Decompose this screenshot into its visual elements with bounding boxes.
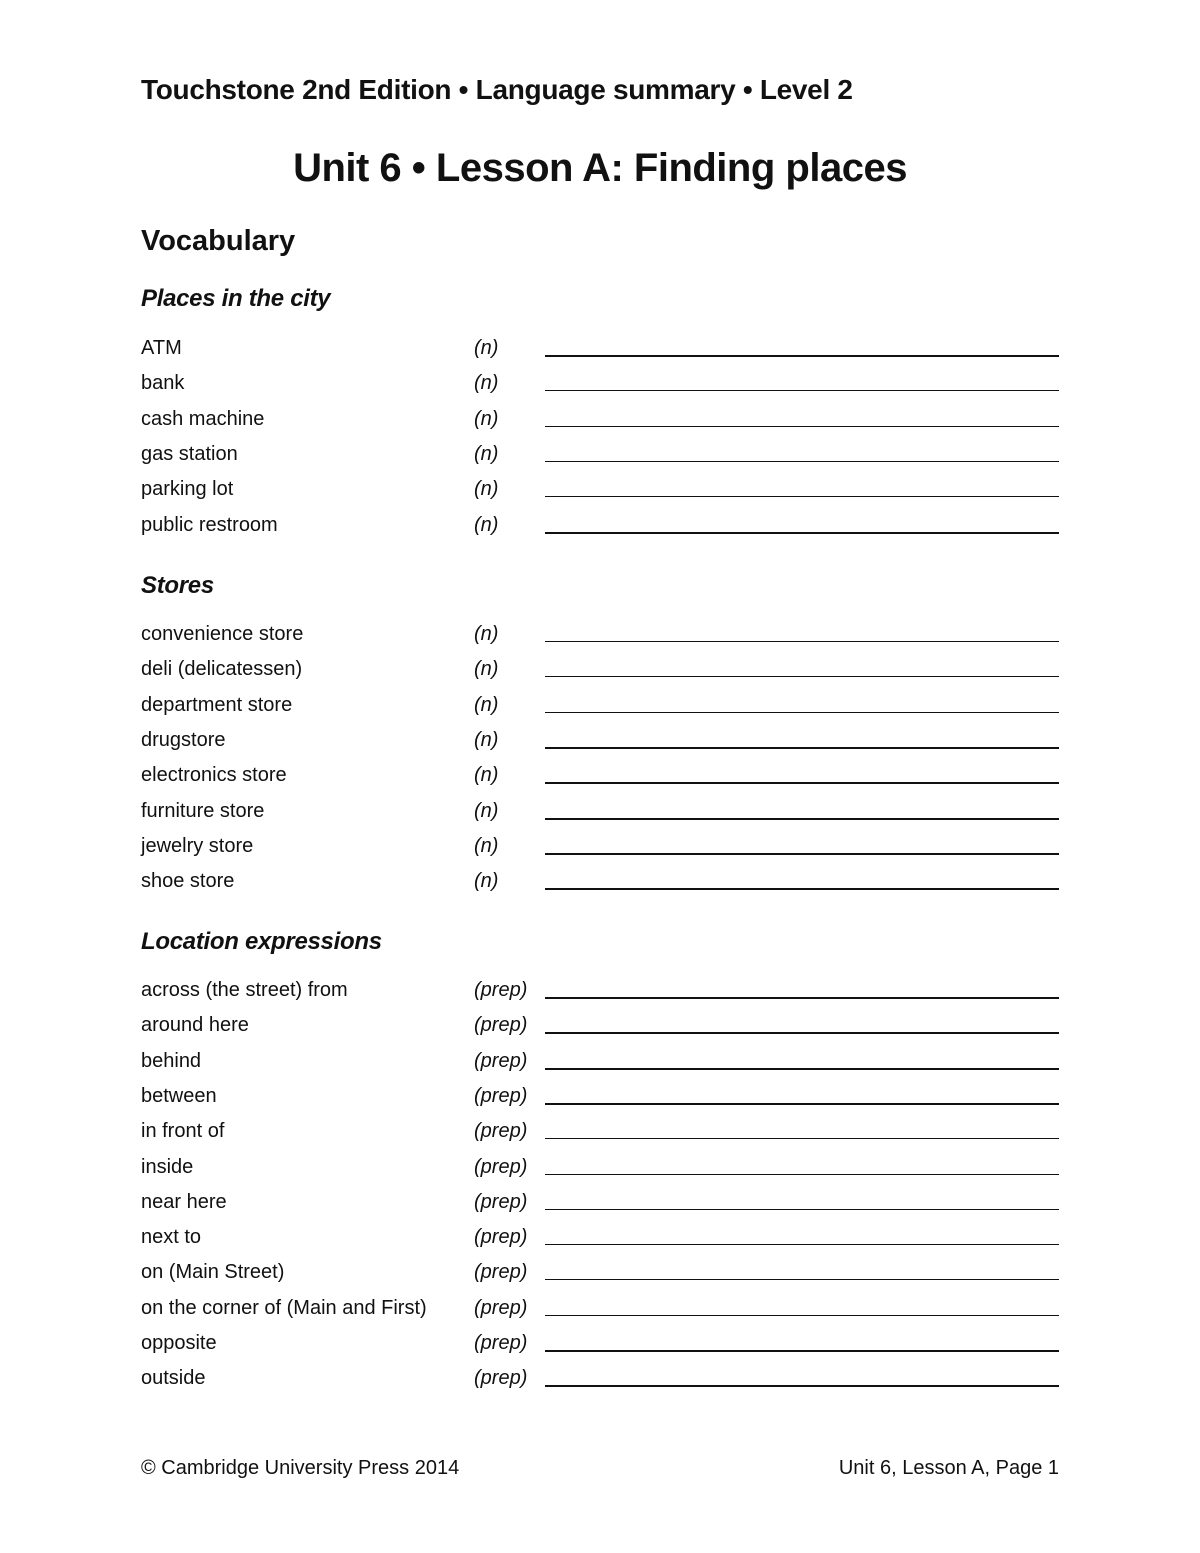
vocab-row bbox=[0, 477, 1200, 512]
part-of-speech: (prep) bbox=[474, 979, 528, 1001]
vocab-row bbox=[0, 513, 1200, 548]
vocab-term: between bbox=[141, 1084, 217, 1107]
vocab-term: jewelry store bbox=[141, 834, 254, 857]
vocab-term: shoe store bbox=[141, 870, 235, 893]
part-of-speech: (n) bbox=[474, 513, 499, 536]
subsection-heading: Location expressions bbox=[141, 928, 382, 955]
part-of-speech: (prep) bbox=[474, 1155, 528, 1178]
vocab-row bbox=[0, 336, 1200, 371]
answer-line[interactable] bbox=[545, 1244, 1059, 1245]
answer-line[interactable] bbox=[545, 712, 1059, 713]
vocab-row bbox=[0, 371, 1200, 406]
vocab-term: inside bbox=[141, 1155, 194, 1178]
part-of-speech: (prep) bbox=[474, 1084, 528, 1107]
vocab-term: in front of bbox=[141, 1120, 225, 1143]
vocab-term: public restroom bbox=[141, 513, 278, 536]
part-of-speech: (prep) bbox=[474, 1367, 528, 1390]
vocab-row bbox=[0, 1296, 1200, 1331]
vocab-term: drugstore bbox=[141, 728, 226, 751]
answer-line[interactable] bbox=[545, 1315, 1059, 1316]
part-of-speech: (prep) bbox=[474, 1332, 528, 1354]
vocab-row bbox=[0, 657, 1200, 692]
vocab-term: deli (delicatessen) bbox=[141, 658, 303, 681]
vocab-row bbox=[0, 693, 1200, 728]
vocab-term: opposite bbox=[141, 1332, 217, 1354]
answer-line[interactable] bbox=[545, 1279, 1059, 1280]
answer-line[interactable] bbox=[545, 496, 1059, 497]
vocab-term: ATM bbox=[141, 337, 182, 359]
answer-line[interactable] bbox=[545, 888, 1059, 890]
footer-page-reference: Unit 6, Lesson A, Page 1 bbox=[838, 1457, 1059, 1479]
vocab-term: around here bbox=[141, 1014, 249, 1037]
answer-line[interactable] bbox=[545, 853, 1059, 855]
vocab-term: on (Main Street) bbox=[141, 1261, 285, 1284]
answer-line[interactable] bbox=[545, 641, 1059, 642]
part-of-speech: (prep) bbox=[474, 1226, 528, 1249]
vocab-term: bank bbox=[141, 372, 185, 395]
footer-copyright: © Cambridge University Press 2014 bbox=[141, 1457, 460, 1479]
vocab-row bbox=[0, 442, 1200, 477]
vocab-term: convenience store bbox=[141, 623, 304, 645]
part-of-speech: (n) bbox=[474, 372, 499, 395]
vocab-row bbox=[0, 1013, 1200, 1048]
vocab-row bbox=[0, 834, 1200, 869]
vocab-row bbox=[0, 799, 1200, 834]
answer-line[interactable] bbox=[545, 1350, 1059, 1352]
part-of-speech: (n) bbox=[474, 799, 499, 822]
part-of-speech: (n) bbox=[474, 407, 499, 430]
vocab-row bbox=[0, 978, 1200, 1013]
part-of-speech: (n) bbox=[474, 764, 499, 787]
vocab-row bbox=[0, 1225, 1200, 1260]
answer-line[interactable] bbox=[545, 747, 1059, 749]
subsection-heading: Places in the city bbox=[141, 285, 331, 312]
answer-line[interactable] bbox=[545, 1174, 1059, 1175]
vocab-term: furniture store bbox=[141, 799, 265, 822]
answer-line[interactable] bbox=[545, 997, 1059, 999]
vocab-term: behind bbox=[141, 1049, 202, 1072]
vocab-row bbox=[0, 763, 1200, 798]
part-of-speech: (n) bbox=[474, 834, 499, 857]
vocab-term: on the corner of (Main and First) bbox=[141, 1296, 427, 1319]
part-of-speech: (n) bbox=[474, 870, 499, 893]
vocab-row bbox=[0, 1049, 1200, 1084]
vocab-row bbox=[0, 1155, 1200, 1190]
vocab-row bbox=[0, 1366, 1200, 1401]
answer-line[interactable] bbox=[545, 532, 1059, 534]
vocab-term: across (the street) from bbox=[141, 979, 348, 1001]
vocab-row bbox=[0, 1260, 1200, 1295]
answer-line[interactable] bbox=[545, 355, 1059, 357]
vocab-term: gas station bbox=[141, 442, 238, 465]
part-of-speech: (prep) bbox=[474, 1014, 528, 1037]
answer-line[interactable] bbox=[545, 1068, 1059, 1070]
part-of-speech: (n) bbox=[474, 623, 499, 645]
part-of-speech: (n) bbox=[474, 478, 499, 501]
vocab-term: near here bbox=[141, 1190, 227, 1213]
vocab-row bbox=[0, 622, 1200, 657]
part-of-speech: (n) bbox=[474, 337, 499, 359]
answer-line[interactable] bbox=[545, 1032, 1059, 1034]
answer-line[interactable] bbox=[545, 461, 1059, 462]
vocab-row bbox=[0, 869, 1200, 904]
part-of-speech: (n) bbox=[474, 442, 499, 465]
document-header: Touchstone 2nd Edition • Language summary • Level 2 bbox=[141, 74, 853, 105]
vocab-row bbox=[0, 1119, 1200, 1154]
vocab-row bbox=[0, 407, 1200, 442]
answer-line[interactable] bbox=[545, 1138, 1059, 1139]
vocab-term: next to bbox=[141, 1226, 202, 1249]
lesson-title: Unit 6 • Lesson A: Finding places bbox=[293, 146, 907, 190]
part-of-speech: (n) bbox=[474, 658, 499, 681]
vocab-row bbox=[0, 1331, 1200, 1366]
part-of-speech: (prep) bbox=[474, 1190, 528, 1213]
part-of-speech: (prep) bbox=[474, 1120, 528, 1143]
section-heading-vocabulary: Vocabulary bbox=[141, 225, 296, 257]
answer-line[interactable] bbox=[545, 676, 1059, 677]
part-of-speech: (prep) bbox=[474, 1261, 528, 1284]
answer-line[interactable] bbox=[545, 1385, 1059, 1387]
answer-line[interactable] bbox=[545, 782, 1059, 784]
answer-line[interactable] bbox=[545, 1103, 1059, 1105]
part-of-speech: (n) bbox=[474, 728, 499, 751]
vocab-term: parking lot bbox=[141, 478, 234, 501]
vocab-term: electronics store bbox=[141, 764, 287, 787]
vocab-row bbox=[0, 1190, 1200, 1225]
part-of-speech: (n) bbox=[474, 693, 499, 716]
part-of-speech: (prep) bbox=[474, 1049, 528, 1072]
vocab-row bbox=[0, 728, 1200, 763]
answer-line[interactable] bbox=[545, 818, 1059, 820]
subsection-heading: Stores bbox=[141, 572, 214, 599]
vocab-term: cash machine bbox=[141, 407, 265, 430]
answer-line[interactable] bbox=[545, 426, 1059, 427]
part-of-speech: (prep) bbox=[474, 1296, 528, 1319]
vocab-row bbox=[0, 1084, 1200, 1119]
vocab-term: department store bbox=[141, 693, 293, 716]
vocab-term: outside bbox=[141, 1367, 206, 1390]
answer-line[interactable] bbox=[545, 1209, 1059, 1210]
answer-line[interactable] bbox=[545, 390, 1059, 391]
